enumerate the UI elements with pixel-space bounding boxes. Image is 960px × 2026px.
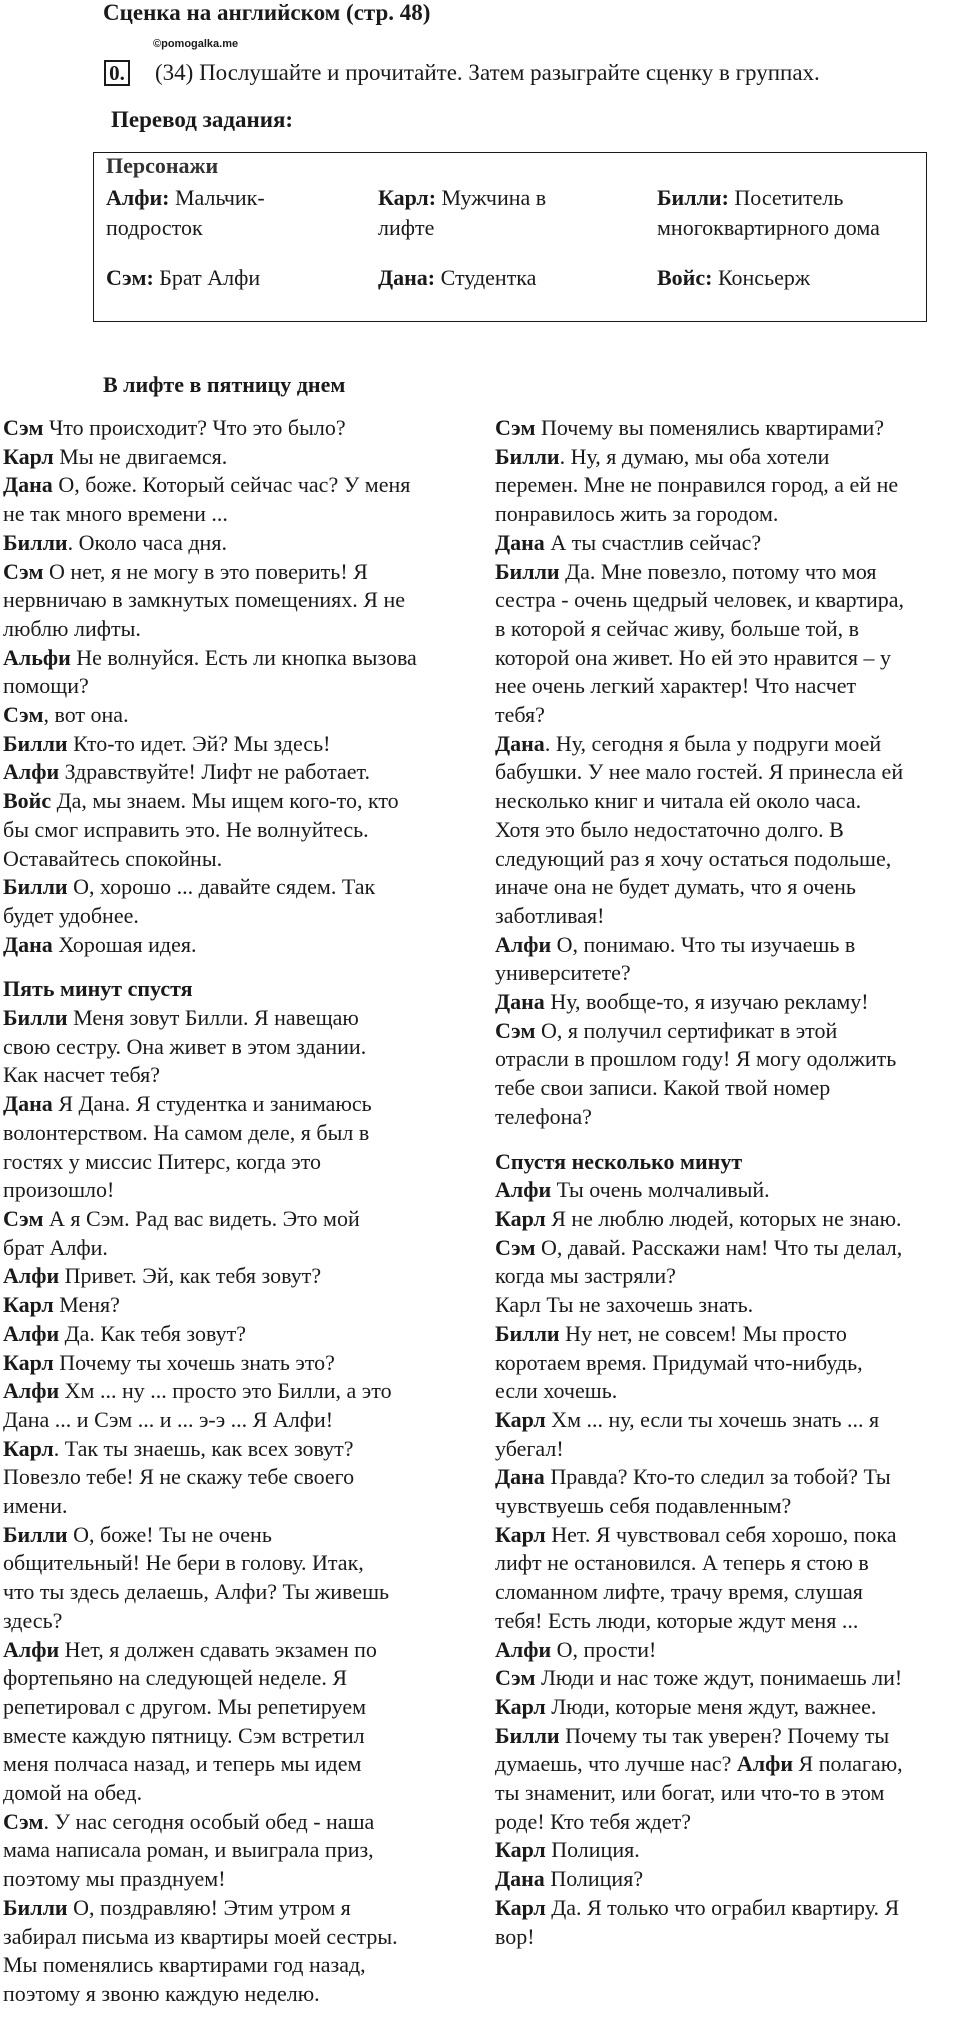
line-text: общительный! Не бери в голову. Итак, bbox=[3, 1550, 364, 1576]
speaker-name: Билли bbox=[3, 529, 68, 555]
dialogue-line bbox=[495, 1349, 957, 1378]
dialogue-line bbox=[495, 1636, 957, 1665]
dialogue-line bbox=[3, 672, 473, 701]
dialogue-line bbox=[3, 845, 473, 874]
character-desc: Консьерж bbox=[717, 265, 811, 290]
dialogue-line bbox=[495, 500, 957, 529]
speaker-name: Карл bbox=[3, 1435, 54, 1461]
dialogue-line bbox=[495, 1463, 957, 1492]
line-text: перемен. Мне не понравился город, а ей не bbox=[495, 472, 899, 498]
character-name: Войс: bbox=[657, 265, 713, 290]
dialogue-line bbox=[3, 443, 473, 472]
line-text: Я Дана. Я студентка и занимаюсь bbox=[52, 1091, 372, 1117]
line-text: Почему ты так уверен? Почему ты bbox=[559, 1722, 890, 1748]
line-text: ты знаменит, или богат, или что-то в этом bbox=[495, 1780, 885, 1806]
dialogue-line bbox=[3, 1033, 473, 1062]
dialogue-line bbox=[3, 758, 473, 787]
line-text: О, поздравляю! Этим утром я bbox=[67, 1894, 351, 1920]
dialogue-line bbox=[495, 1750, 957, 1779]
character-desc: Мальчик-подросток bbox=[106, 185, 265, 240]
dialogue-line bbox=[3, 1693, 473, 1722]
line-text: коротаем время. Придумай что-нибудь, bbox=[495, 1349, 863, 1375]
dialogue-line bbox=[495, 1836, 957, 1865]
dialogue-line bbox=[3, 1176, 473, 1205]
line-text: брат Алфи. bbox=[3, 1234, 108, 1260]
dialogue-line bbox=[3, 1234, 473, 1263]
section-subtitle: Спустя несколько минут bbox=[495, 1148, 743, 1174]
line-text: поэтому мы празднуем! bbox=[3, 1866, 226, 1892]
character-name: Карл: bbox=[378, 185, 437, 210]
speaker-name: Билли bbox=[3, 874, 68, 900]
dialogue-line bbox=[3, 1492, 473, 1521]
line-text: вор! bbox=[495, 1923, 535, 1949]
line-text: будет удобнее. bbox=[3, 902, 139, 928]
line-text: Мы не двигаемся. bbox=[53, 443, 228, 469]
speaker-name: Дана bbox=[495, 1464, 545, 1490]
task-instruction: (34) Послушайте и прочитайте. Затем разыграйте сценку в группах. bbox=[155, 60, 820, 85]
line-text: произошло! bbox=[3, 1177, 115, 1203]
speaker-name: Карл bbox=[495, 1521, 546, 1547]
speaker-name: Билли bbox=[3, 1005, 68, 1031]
speaker-name: Алфи bbox=[3, 1378, 60, 1404]
line-text: О нет, я не могу в это поверить! Я bbox=[43, 558, 368, 584]
dialogue-line bbox=[3, 730, 473, 759]
line-text: понравилось жить за городом. bbox=[495, 501, 779, 527]
speaker-name: Карл bbox=[495, 1205, 546, 1231]
dialogue-line bbox=[495, 988, 957, 1017]
dialogue-line bbox=[495, 1492, 957, 1521]
site-watermark: ©pomogalka.me bbox=[153, 38, 239, 50]
line-text: Нет. Я чувствовал себя хорошо, пока bbox=[545, 1521, 897, 1547]
dialogue-line bbox=[495, 529, 957, 558]
dialogue-line bbox=[495, 1377, 957, 1406]
line-text: Что происходит? Что это было? bbox=[43, 415, 346, 440]
line-text: О, я получил сертификат в этой bbox=[535, 1017, 838, 1043]
speaker-name: Алфи bbox=[495, 1636, 552, 1662]
line-text: бабушки. У нее мало гостей. Я принесла ей bbox=[495, 759, 904, 785]
line-text: университете? bbox=[495, 960, 631, 986]
character-desc: Брат Алфи bbox=[159, 265, 261, 290]
line-text: Оставайтесь спокойны. bbox=[3, 845, 223, 871]
dialogue-line bbox=[3, 644, 473, 673]
speaker-name: Билли bbox=[495, 558, 560, 584]
speaker-name: Алфи bbox=[3, 1636, 60, 1662]
speaker-name: Дана bbox=[3, 1091, 53, 1117]
line-text: тебя? bbox=[495, 702, 545, 728]
line-text: Нет, я должен сдавать экзамен по bbox=[59, 1636, 377, 1662]
line-text: следующий раз я хочу остаться подольше, bbox=[495, 845, 892, 871]
line-text: Люди и нас тоже ждут, понимаешь ли! bbox=[535, 1665, 903, 1691]
speaker-name: Сэм bbox=[3, 558, 44, 584]
dialogue-line bbox=[3, 873, 473, 902]
dialogue-line bbox=[3, 1090, 473, 1119]
dialogue-line bbox=[3, 816, 473, 845]
dialogue-line bbox=[3, 1119, 473, 1148]
line-text: А я Сэм. Рад вас видеть. Это мой bbox=[43, 1205, 360, 1231]
line-text: Люди, которые меня ждут, важнее. bbox=[545, 1693, 877, 1719]
character-name: Билли: bbox=[657, 185, 729, 210]
line-text: чувствуешь себя подавленным? bbox=[495, 1493, 792, 1519]
dialogue-line bbox=[495, 959, 957, 988]
dialogue-line bbox=[495, 873, 957, 902]
character-entry bbox=[106, 263, 366, 293]
speaker-name: Карл bbox=[3, 1292, 54, 1318]
line-text: . У нас сегодня особый обед - наша bbox=[43, 1808, 375, 1834]
line-text: люблю лифты. bbox=[3, 615, 141, 641]
speaker-name: Сэм bbox=[3, 1205, 44, 1231]
dialogue-line bbox=[495, 1406, 957, 1435]
dialogue-line bbox=[3, 1291, 473, 1320]
dialogue-line bbox=[495, 1176, 957, 1205]
dialogue-line bbox=[495, 701, 957, 730]
dialogue-line bbox=[495, 1017, 957, 1046]
line-text: Хорошая идея. bbox=[52, 931, 197, 957]
dialogue-line bbox=[495, 1435, 957, 1464]
line-text: фортепьяно на следующей неделе. Я bbox=[3, 1665, 348, 1691]
line-text: Хм ... ну ... просто это Билли, а это bbox=[59, 1378, 392, 1404]
dialogue-line bbox=[495, 1262, 957, 1291]
character-entry bbox=[378, 183, 578, 243]
line-text: Да. Мне повезло, потому что моя bbox=[559, 558, 877, 584]
speaker-name: Билли bbox=[495, 1320, 560, 1346]
line-text: гостях у миссис Питерс, когда это bbox=[3, 1148, 322, 1174]
line-text: которой она живет. Но ей это нравится – у bbox=[495, 644, 892, 670]
line-text: Да, мы знаем. Мы ищем кого-то, кто bbox=[51, 788, 399, 814]
line-text: Как насчет тебя? bbox=[3, 1062, 161, 1088]
character-name: Сэм: bbox=[106, 265, 154, 290]
dialogue-line bbox=[495, 787, 957, 816]
dialogue-line bbox=[3, 471, 473, 500]
speaker-name: Карл bbox=[495, 1837, 546, 1863]
dialogue-line bbox=[495, 1045, 957, 1074]
dialogue-line bbox=[3, 529, 473, 558]
dialogue-line bbox=[3, 1980, 473, 2009]
line-text: поэтому я звоню каждую неделю. bbox=[3, 1980, 320, 2006]
line-text: помощи? bbox=[3, 673, 89, 699]
dialogue-line bbox=[3, 1377, 473, 1406]
speaker-name: Сэм bbox=[495, 415, 536, 440]
line-text: . Ну, сегодня я была у подруги моей bbox=[544, 730, 882, 756]
dialogue-line bbox=[495, 586, 957, 615]
line-text: Правда? Кто-то следил за тобой? Ты bbox=[544, 1464, 891, 1490]
dialogue-line bbox=[3, 1521, 473, 1550]
line-text: , вот она. bbox=[43, 702, 129, 728]
dialogue-line bbox=[3, 1951, 473, 1980]
line-text: лифт не остановился. А теперь я стою в bbox=[495, 1550, 869, 1576]
speaker-name: Сэм bbox=[3, 415, 44, 440]
speaker-name: Карл bbox=[495, 1894, 546, 1920]
speaker-name: Билли bbox=[495, 1722, 560, 1748]
line-text: меня полчаса назад, и теперь мы идем bbox=[3, 1751, 362, 1777]
line-text: тебе свои записи. Какой твой номер bbox=[495, 1075, 831, 1101]
dialogue-line bbox=[3, 1636, 473, 1665]
task-number-badge: 0. bbox=[104, 60, 130, 86]
dialogue-line bbox=[495, 1722, 957, 1751]
dialogue-line bbox=[3, 1664, 473, 1693]
dialogue-line bbox=[495, 1865, 957, 1894]
speaker-name: Войс bbox=[3, 788, 52, 814]
character-entry bbox=[657, 263, 917, 293]
speaker-name: Сэм bbox=[495, 1665, 536, 1691]
section-gap bbox=[3, 959, 473, 975]
dialogue-line bbox=[495, 672, 957, 701]
scene-title: В лифте в пятницу днем bbox=[103, 372, 346, 397]
dialogue-line bbox=[3, 1578, 473, 1607]
line-text: О, боже! Ты не очень bbox=[67, 1521, 272, 1547]
line-text: телефона? bbox=[495, 1103, 592, 1129]
speaker-name: Дана bbox=[495, 989, 545, 1015]
line-text: здесь? bbox=[3, 1607, 63, 1633]
dialogue-line bbox=[3, 1463, 473, 1492]
line-text: репетировал с другом. Мы репетируем bbox=[3, 1693, 367, 1719]
dialogue-line bbox=[495, 931, 957, 960]
dialogue-line bbox=[3, 931, 473, 960]
dialogue-line bbox=[495, 471, 957, 500]
dialogue-line bbox=[3, 1435, 473, 1464]
dialogue-line bbox=[3, 1349, 473, 1378]
dialogue-line bbox=[3, 1061, 473, 1090]
speaker-name: Дана bbox=[495, 1866, 545, 1892]
dialogue-line bbox=[495, 1607, 957, 1636]
line-text: мама написала роман, и выиграла приз, bbox=[3, 1837, 374, 1863]
dialogue-line bbox=[495, 443, 957, 472]
section-subtitle: Пять минут спустя bbox=[3, 976, 193, 1002]
line-text: Полиция? bbox=[544, 1866, 644, 1892]
dialogue-line bbox=[495, 1103, 957, 1132]
line-text: О, давай. Расскажи нам! Что ты делал, bbox=[535, 1234, 903, 1260]
dialogue-line bbox=[495, 1693, 957, 1722]
speaker-name: Алфи bbox=[3, 1320, 60, 1346]
line-text: убегал! bbox=[495, 1435, 564, 1461]
dialogue-line bbox=[495, 1894, 957, 1923]
line-text: забирал письма из квартиры моей сестры. bbox=[3, 1923, 398, 1949]
line-text: О, боже. Который сейчас час? У меня bbox=[52, 472, 411, 498]
speaker-name: Сэм bbox=[3, 702, 44, 728]
dialogue-line bbox=[3, 500, 473, 529]
line-text: иначе она не будет думать, что я очень bbox=[495, 874, 856, 900]
translation-heading: Перевод задания: bbox=[111, 107, 294, 132]
character-desc: Студентка bbox=[440, 265, 537, 290]
line-text: Мы поменялись квартирами год назад, bbox=[3, 1952, 366, 1978]
dialogue-line bbox=[3, 1894, 473, 1923]
dialogue-line bbox=[3, 615, 473, 644]
line-text: в которой я сейчас живу, больше той, в bbox=[495, 615, 860, 641]
dialogue-line bbox=[495, 1074, 957, 1103]
characters-title: Персонажи bbox=[106, 153, 219, 178]
dialogue-line bbox=[3, 701, 473, 730]
dialogue-line bbox=[3, 1865, 473, 1894]
dialogue-line bbox=[495, 1923, 957, 1952]
dialogue-line bbox=[3, 1406, 473, 1435]
dialogue-line bbox=[3, 1205, 473, 1234]
dialogue-left-column bbox=[3, 414, 473, 2009]
speaker-name: Дана bbox=[495, 529, 545, 555]
dialogue-line bbox=[495, 845, 957, 874]
line-text: тебя! Есть люди, которые ждут меня ... bbox=[495, 1607, 859, 1633]
character-entry bbox=[657, 183, 927, 243]
line-text: когда мы застряли? bbox=[495, 1263, 676, 1289]
dialogue-line bbox=[3, 1549, 473, 1578]
speaker-name: Карл bbox=[3, 443, 54, 469]
line-text: сестра - очень щедрый человек, и квартира, bbox=[495, 587, 905, 613]
character-name: Дана: bbox=[378, 265, 436, 290]
line-text: Я не люблю людей, которых не знаю. bbox=[545, 1205, 902, 1231]
dialogue-line bbox=[3, 558, 473, 587]
line-text: что ты здесь делаешь, Алфи? Ты живешь bbox=[3, 1579, 390, 1605]
line-text: Дана ... и Сэм ... и ... э-э ... Я Алфи! bbox=[3, 1406, 334, 1432]
line-text: Хм ... ну, если ты хочешь знать ... я bbox=[545, 1406, 880, 1432]
speaker-name: Билли bbox=[495, 443, 560, 469]
line-text: роде! Кто тебя ждет? bbox=[495, 1808, 691, 1834]
dialogue-line bbox=[3, 1607, 473, 1636]
speaker-name: Карл bbox=[495, 1406, 546, 1432]
speaker-name: Карл bbox=[495, 1693, 546, 1719]
dialogue-line bbox=[3, 1148, 473, 1177]
dialogue-line bbox=[495, 1808, 957, 1837]
dialogue-line bbox=[3, 1262, 473, 1291]
speaker-name: Сэм bbox=[3, 1808, 44, 1834]
line-text: О, прости! bbox=[551, 1636, 657, 1662]
speaker-name: Алфи bbox=[495, 931, 552, 957]
line-text: Я полагаю, bbox=[793, 1751, 903, 1777]
speaker-name: Билли bbox=[3, 1521, 68, 1547]
line-text: свою сестру. Она живет в этом здании. bbox=[3, 1033, 367, 1059]
characters-box bbox=[93, 152, 927, 322]
speaker-name: Алфи bbox=[3, 759, 60, 785]
line-text: вместе каждую пятницу. Сэм встретил bbox=[3, 1722, 365, 1748]
dialogue-line bbox=[3, 1004, 473, 1033]
speaker-name: Билли bbox=[3, 1894, 68, 1920]
dialogue-line bbox=[495, 1205, 957, 1234]
line-text: Повезло тебе! Я не скажу тебе своего bbox=[3, 1464, 355, 1490]
dialogue-line bbox=[3, 902, 473, 931]
speaker-name: Дана bbox=[3, 931, 53, 957]
page-title: Сценка на английском (стр. 48) bbox=[103, 0, 431, 25]
line-text: Меня зовут Билли. Я навещаю bbox=[67, 1005, 359, 1031]
line-text: сломанном лифте, трачу время, слушая bbox=[495, 1579, 863, 1605]
dialogue-line bbox=[495, 902, 957, 931]
line-text: Привет. Эй, как тебя зовут? bbox=[59, 1263, 322, 1289]
dialogue-line bbox=[495, 1291, 957, 1320]
line-text: Ты очень молчаливый. bbox=[551, 1177, 770, 1203]
line-text: Да. Я только что ограбил квартиру. Я bbox=[545, 1894, 900, 1920]
line-text: Полиция. bbox=[545, 1837, 640, 1863]
line-text: бы смог исправить это. Не волнуйтесь. bbox=[3, 816, 369, 842]
line-text: О, хорошо ... давайте сядем. Так bbox=[67, 874, 376, 900]
line-text: Ну нет, не совсем! Мы просто bbox=[559, 1320, 847, 1346]
speaker-name: Дана bbox=[495, 730, 545, 756]
dialogue-line bbox=[495, 644, 957, 673]
speaker-name: Алфи bbox=[495, 1177, 552, 1203]
line-text: Ну, вообще-то, я изучаю рекламу! bbox=[544, 989, 869, 1015]
speaker-name: Карл bbox=[3, 1349, 54, 1375]
line-text: думаешь, что лучше нас? bbox=[495, 1751, 737, 1777]
line-text: если хочешь. bbox=[495, 1378, 618, 1404]
speaker-name: Сэм bbox=[495, 1234, 536, 1260]
dialogue-line bbox=[3, 1779, 473, 1808]
line-text: . Так ты знаешь, как всех зовут? bbox=[53, 1435, 354, 1461]
dialogue-line bbox=[3, 1808, 473, 1837]
line-text: не так много времени ... bbox=[3, 501, 228, 527]
dialogue-line bbox=[495, 615, 957, 644]
character-name: Алфи: bbox=[106, 185, 170, 210]
line-text: Меня? bbox=[53, 1292, 120, 1318]
line-text: нервничаю в замкнутых помещениях. Я не bbox=[3, 587, 405, 613]
speaker-name: Алфи bbox=[3, 1263, 60, 1289]
dialogue-line bbox=[3, 414, 473, 443]
dialogue-line bbox=[495, 1521, 957, 1550]
line-text: Да. Как тебя зовут? bbox=[59, 1320, 246, 1346]
dialogue-line bbox=[495, 758, 957, 787]
line-text: имени. bbox=[3, 1493, 68, 1519]
line-text: волонтерством. На самом деле, я был в bbox=[3, 1119, 370, 1145]
line-text: нее очень легкий характер! Что насчет bbox=[495, 673, 857, 699]
line-text: заботливая! bbox=[495, 902, 605, 928]
line-text: Здравствуйте! Лифт не работает. bbox=[59, 759, 370, 785]
dialogue-line bbox=[495, 1578, 957, 1607]
line-text: домой на обед. bbox=[3, 1780, 143, 1806]
line-text: Карл Ты не захочешь знать. bbox=[495, 1292, 754, 1318]
dialogue-right-column bbox=[495, 414, 957, 1951]
dialogue-line bbox=[495, 1320, 957, 1349]
character-desc: Мужчина в лифте bbox=[378, 185, 547, 240]
section-gap bbox=[495, 1132, 957, 1148]
speaker-name: Сэм bbox=[495, 1017, 536, 1043]
speaker-name: Алфи bbox=[736, 1751, 794, 1777]
dialogue-line bbox=[3, 586, 473, 615]
line-text: отрасли в прошлом году! Я могу одолжить bbox=[495, 1046, 897, 1072]
speaker-name: Дана bbox=[3, 472, 53, 498]
line-text: Не волнуйся. Есть ли кнопка вызова bbox=[70, 644, 417, 670]
dialogue-line bbox=[3, 787, 473, 816]
dialogue-line bbox=[3, 1923, 473, 1952]
dialogue-line bbox=[495, 1664, 957, 1693]
dialogue-line bbox=[495, 1549, 957, 1578]
character-desc: Посетитель многоквартирного дома bbox=[657, 185, 880, 240]
line-text: . Около часа дня. bbox=[67, 529, 227, 555]
dialogue-line bbox=[495, 1234, 957, 1263]
line-text: Хотя это было недостаточно долго. В bbox=[495, 816, 844, 842]
line-text: Почему вы поменялись квартирами? bbox=[535, 415, 885, 440]
line-text: Кто-то идет. Эй? Мы здесь! bbox=[67, 730, 331, 756]
dialogue-line bbox=[3, 1750, 473, 1779]
dialogue-line bbox=[495, 414, 957, 443]
dialogue-line bbox=[495, 730, 957, 759]
speaker-name: Альфи bbox=[3, 644, 71, 670]
speaker-name: Билли bbox=[3, 730, 68, 756]
dialogue-line bbox=[3, 1836, 473, 1865]
line-text: О, понимаю. Что ты изучаешь в bbox=[551, 931, 856, 957]
line-text: . Ну, я думаю, мы оба хотели bbox=[559, 443, 830, 469]
character-entry bbox=[106, 183, 306, 243]
dialogue-line bbox=[3, 1722, 473, 1751]
line-text: несколько книг и читала ей около часа. bbox=[495, 788, 862, 814]
dialogue-line bbox=[495, 816, 957, 845]
dialogue-line bbox=[495, 558, 957, 587]
dialogue-line bbox=[495, 1779, 957, 1808]
character-entry bbox=[378, 263, 638, 293]
line-text: Почему ты хочешь знать это? bbox=[53, 1349, 335, 1375]
line-text: А ты счастлив сейчас? bbox=[544, 529, 762, 555]
dialogue-line bbox=[3, 1320, 473, 1349]
